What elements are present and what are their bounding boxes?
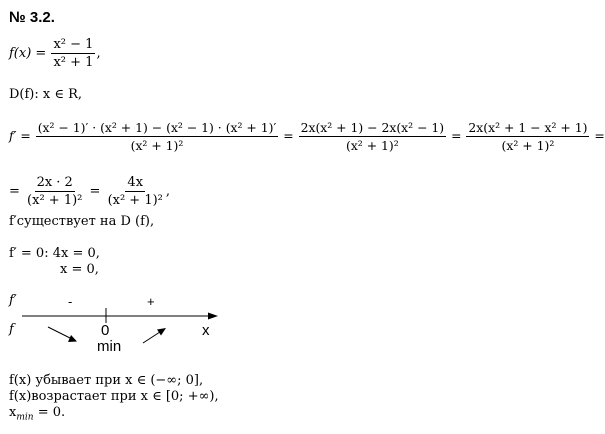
- equals-sign: =: [9, 184, 20, 199]
- number-line-arrowhead: [208, 313, 218, 320]
- conclusion-min: [9, 405, 65, 426]
- derivative-fraction-4: [25, 175, 84, 208]
- conclusion-min-subscript: min: [16, 412, 34, 423]
- sign-chart-fprime-label: f′: [9, 293, 17, 308]
- sign-chart-x: x: [202, 322, 210, 339]
- sign-chart-min: min: [97, 338, 122, 355]
- derivative-fraction-1-den: (x² + 1)²: [130, 138, 184, 153]
- function-definition: [9, 37, 101, 70]
- derivative-tail: ,: [165, 184, 171, 199]
- zero-equation-line-1: f′ = 0: 4x = 0,: [9, 246, 100, 261]
- sign-chart-minus: -: [68, 294, 73, 309]
- function-fraction: [51, 37, 95, 70]
- derivative-line-1: [9, 120, 605, 153]
- derivative-fraction-5-num: 4x: [127, 175, 144, 190]
- derivative-fraction-1-num: (x² − 1)′ · (x² + 1) − (x² − 1) · (x² + 1)′: [37, 120, 277, 135]
- derivative-fraction-4-den: (x² + 1)²: [27, 193, 83, 208]
- function-denominator: x² + 1: [53, 55, 94, 70]
- equals-sign: =: [594, 128, 605, 143]
- sign-chart-zero: 0: [101, 322, 110, 339]
- derivative-fraction-2-num: 2x(x² + 1) − 2x(x² − 1): [300, 120, 445, 135]
- derivative-fraction-3: [466, 120, 589, 153]
- derivative-fraction-3-num: 2x(x² + 1 − x² + 1): [468, 120, 588, 135]
- derivative-fraction-5-den: (x² + 1)²: [107, 193, 163, 208]
- derivative-line-2: [9, 175, 170, 208]
- derivative-lhs: f′ =: [9, 128, 31, 143]
- sign-chart-f-label: f: [9, 322, 14, 337]
- derivative-fraction-3-den: (x² + 1)²: [501, 138, 555, 153]
- conclusion-min-var: x: [9, 405, 17, 420]
- conclusion-decreasing: f(x) убывает при x ∈ (−∞; 0],: [9, 373, 204, 388]
- function-tail: ,: [96, 46, 101, 61]
- derivative-fraction-5: [106, 175, 165, 208]
- derivative-fraction-2: [299, 120, 447, 153]
- zero-equation-line-2: x = 0,: [60, 262, 99, 277]
- derivative-fraction-2-den: (x² + 1)²: [345, 138, 399, 153]
- equals-sign: =: [451, 128, 462, 143]
- decreasing-arrowhead: [68, 335, 77, 342]
- sign-chart-plus: +: [147, 294, 155, 309]
- domain-line: D(f): x ∈ R,: [9, 87, 83, 102]
- conclusion-increasing: f(x)возрастает при x ∈ [0; +∞),: [9, 389, 219, 404]
- conclusion-min-value: = 0.: [33, 405, 66, 420]
- function-numerator: x² − 1: [53, 37, 94, 52]
- derivative-exists-line: f′существует на D (f),: [9, 214, 155, 229]
- equals-sign: =: [89, 184, 101, 199]
- increasing-arrowhead: [157, 328, 166, 336]
- problem-title: № 3.2.: [9, 9, 55, 26]
- derivative-fraction-4-num: 2x · 2: [36, 175, 73, 190]
- equals-sign: =: [283, 128, 294, 143]
- derivative-fraction-1: [36, 120, 279, 153]
- function-lhs: f(x) =: [9, 46, 47, 61]
